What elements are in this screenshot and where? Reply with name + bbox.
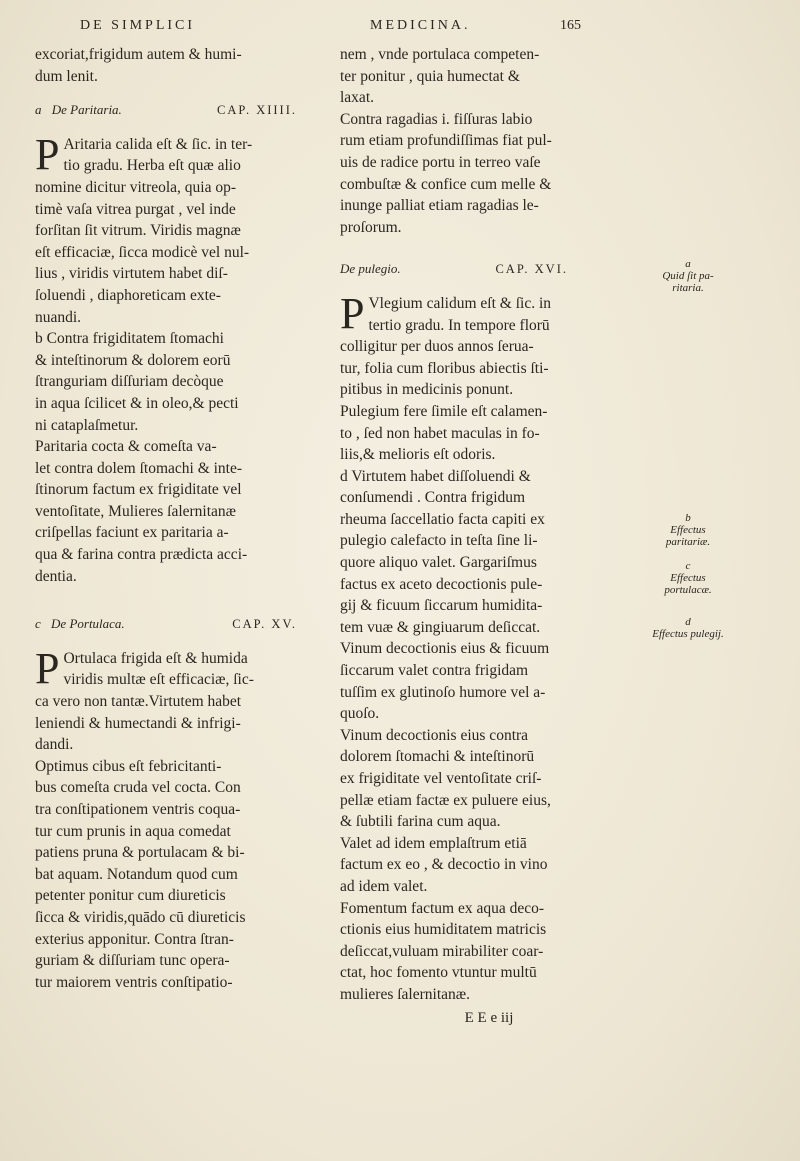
chapter-number: CAP. XVI. xyxy=(495,262,568,277)
chapter-title: De Portulaca. xyxy=(51,616,125,632)
chapter-heading-portulaca xyxy=(35,613,327,636)
margin-text: Effectus paritariæ. xyxy=(665,524,711,548)
text-line: ſiccarum valet contra frigidam xyxy=(340,662,529,680)
text-line: pulegio calefacto in teſta ſine li- xyxy=(340,532,538,550)
drop-cap: P xyxy=(340,288,365,338)
chapter-body-portulaca xyxy=(35,643,327,994)
text-line: ex frigiditate vel ventoſitate criſ- xyxy=(340,770,542,787)
text-line: Vinum decoctionis eius & ficuum xyxy=(340,640,550,658)
text-line: colligitur per duos annos ſerua- xyxy=(340,338,534,356)
text-line: factus ex aceto decoctionis pule- xyxy=(340,575,543,593)
right-column xyxy=(340,44,638,1029)
left-intro xyxy=(35,44,327,87)
text-line: eſt efficaciæ, ſicca modicè vel nul- xyxy=(35,243,250,261)
text-line: gij & ficuum ſiccarum humidita- xyxy=(340,597,543,615)
margin-text: Quid ſit pa-ritaria. xyxy=(662,270,714,294)
drop-cap: P xyxy=(35,129,60,179)
text-line: liis,& melioris eſt odoris. xyxy=(340,446,496,464)
text-line: ter ponitur , quia humectat & xyxy=(340,67,520,85)
chapter-body-paritaria xyxy=(35,129,327,587)
text-line: ca vero non tantæ.Virtutem habet xyxy=(35,693,242,711)
note-marker: a xyxy=(35,102,42,118)
text-line: quoſo. xyxy=(340,705,380,723)
margin-letter: b xyxy=(685,512,691,524)
text-line: tem vuæ & gingiuarum deſiccat. xyxy=(340,618,541,636)
text-line: Fomentum factum ex aqua deco- xyxy=(340,899,545,917)
note-marker: c xyxy=(35,616,41,632)
text-line: Pulegium fere ſimile eſt calamen- xyxy=(340,402,548,420)
text-line: d Virtutem habet diſſoluendi & xyxy=(340,467,531,485)
text-line: b Contra frigiditatem ſtomachi xyxy=(35,330,224,348)
text-line: deſiccat,vuluam mirabiliter coar- xyxy=(340,942,544,960)
text-line: petenter ponitur cum diureticis xyxy=(35,887,226,905)
text-line: combuſtæ & confice cum melle & xyxy=(340,175,552,193)
text-line: proſorum. xyxy=(340,218,402,236)
text-line: dum lenit. xyxy=(35,67,98,85)
text-line: & ſubtili farina cum aqua. xyxy=(340,813,501,831)
margin-text: Effectus pulegij. xyxy=(652,628,724,640)
text-line: Valet ad idem emplaſtrum etiā xyxy=(340,834,527,852)
text-line: nem , vnde portulaca competen- xyxy=(340,46,540,63)
text-line: tuſſim ex glutinoſo humore vel a- xyxy=(340,683,546,701)
text-line: tur maiorem ventris conſtipatio- xyxy=(35,973,233,991)
text-line: rum etiam profundiſſimas fiat pul- xyxy=(340,132,552,150)
signature-mark: E E e iij xyxy=(464,1009,514,1026)
text-line: ctat, hoc fomento vtuntur multū xyxy=(340,964,537,982)
margin-letter: d xyxy=(685,616,691,628)
text-line: pitibus in medicinis ponunt. xyxy=(340,381,514,399)
text-line: in aqua ſcilicet & in oleo,& pecti xyxy=(35,394,239,412)
text-line: leniendi & humectandi & infrigi- xyxy=(35,714,241,732)
text-line: ad idem valet. xyxy=(340,877,428,895)
text-line: let contra dolem ſtomachi & inte- xyxy=(35,459,243,477)
text-line: ſtinorum factum ex frigiditate vel xyxy=(35,481,242,499)
margin-note-d xyxy=(648,616,728,640)
text-line: nuandi. xyxy=(35,308,82,326)
text-line: dentia. xyxy=(35,567,77,585)
text-line: dandi. xyxy=(35,736,74,754)
text-line: Vinum decoctionis eius contra xyxy=(340,726,529,744)
text-line: Optimus cibus eſt febricitanti- xyxy=(35,757,222,775)
text-line: quore aliquo valet. Gargariſmus xyxy=(340,554,537,572)
text-line: tra conſtipationem ventris coqua- xyxy=(35,801,241,818)
chapter-title: De Paritaria. xyxy=(51,102,122,118)
text-line: exterius apponitur. Contra ſtran- xyxy=(35,930,234,948)
text-line: mulieres ſalernitanæ. xyxy=(340,985,470,1003)
chapter-heading-pulegio xyxy=(340,258,638,281)
text-line: tio gradu. Herba eſt quæ alio xyxy=(63,157,241,175)
text-line: criſpellas faciunt ex paritaria a- xyxy=(35,524,229,542)
text-line: ſicca & viridis,quādo cū diureticis xyxy=(35,908,246,926)
margin-note-a xyxy=(648,258,728,294)
margin-letter: c xyxy=(685,560,691,572)
text-line: tur, folia cum floribus abiectis ſti- xyxy=(340,359,549,377)
text-line: ſoluendi , diaphoreticam exte- xyxy=(35,286,221,304)
text-line: Paritaria cocta & comeſta va- xyxy=(35,438,217,456)
drop-cap: P xyxy=(35,643,60,693)
text-line: factum ex eo , & decoctio in vino xyxy=(340,856,548,874)
text-line: ſtranguriam diſſuriam decòque xyxy=(35,373,224,391)
right-intro xyxy=(340,44,638,238)
text-line: excoriat,frigidum autem & humi- xyxy=(35,46,242,63)
chapter-number: CAP. XV. xyxy=(232,617,297,632)
text-line: dolorem ſtomachi & inteſtinorū xyxy=(340,748,535,766)
text-line: Contra ragadias i. fiſſuras labio xyxy=(340,110,533,128)
text-line: patiens pruna & portulacam & bi- xyxy=(35,844,245,862)
text-line: pellæ etiam factæ ex puluere eius, xyxy=(340,791,551,809)
text-line: Aritaria calida eſt & ſic. in ter- xyxy=(63,135,253,153)
margin-note-b xyxy=(648,512,728,548)
text-line: tur cum prunis in aqua comedat xyxy=(35,822,231,840)
text-line: forſitan ſit vitrum. Viridis magnæ xyxy=(35,222,241,240)
text-line: rheuma ſaccellatio facta capiti ex xyxy=(340,510,545,528)
text-line: viridis multæ eſt efficaciæ, ſic- xyxy=(63,671,254,689)
running-title: DE SIMPLICI xyxy=(80,18,196,33)
text-line: ni cataplaſmetur. xyxy=(35,416,139,434)
text-line: bus comeſta cruda vel cocta. Con xyxy=(35,779,241,797)
margin-letter: a xyxy=(685,258,691,270)
text-line: Vlegium calidum eſt & ſic. in xyxy=(368,294,552,312)
left-column xyxy=(35,44,327,993)
page-number: 165 xyxy=(560,18,581,33)
text-line: timè vaſa vitrea purgat , vel inde xyxy=(35,200,236,218)
chapter-number: CAP. XIIII. xyxy=(217,103,297,118)
chapter-title: De pulegio. xyxy=(340,261,401,277)
text-line: tertio gradu. In tempore florū xyxy=(368,316,550,334)
text-line: qua & farina contra prædicta acci- xyxy=(35,546,248,564)
text-line: nomine dicitur vitreola, quia op- xyxy=(35,178,237,196)
text-line: guriam & diſſuriam tunc opera- xyxy=(35,952,230,970)
running-title-2: MEDICINA. xyxy=(370,18,471,33)
text-line: laxat. xyxy=(340,89,374,107)
chapter-heading-paritaria xyxy=(35,99,327,122)
text-line: & inteſtinorum & dolorem eorū xyxy=(35,351,231,369)
text-line: to , ſed non habet maculas in fo- xyxy=(340,424,540,442)
text-line: uis de radice portu in terreo vaſe xyxy=(340,153,541,171)
chapter-body-pulegio xyxy=(340,288,638,1006)
text-line: ventoſitate, Mulieres ſalernitanæ xyxy=(35,502,237,520)
text-line: conſumendi . Contra frigidum xyxy=(340,489,526,507)
text-line: ctionis eius humiditatem matricis xyxy=(340,921,547,939)
text-line: inunge palliat etiam ragadias le- xyxy=(340,197,539,215)
text-line: bat aquam. Notandum quod cum xyxy=(35,865,238,883)
margin-text: Effectus portulacæ. xyxy=(664,572,712,596)
margin-note-c xyxy=(648,560,728,596)
text-line: Ortulaca frigida eſt & humida xyxy=(63,649,248,667)
text-line: lius , viridis virtutem habet diſ- xyxy=(35,265,228,283)
